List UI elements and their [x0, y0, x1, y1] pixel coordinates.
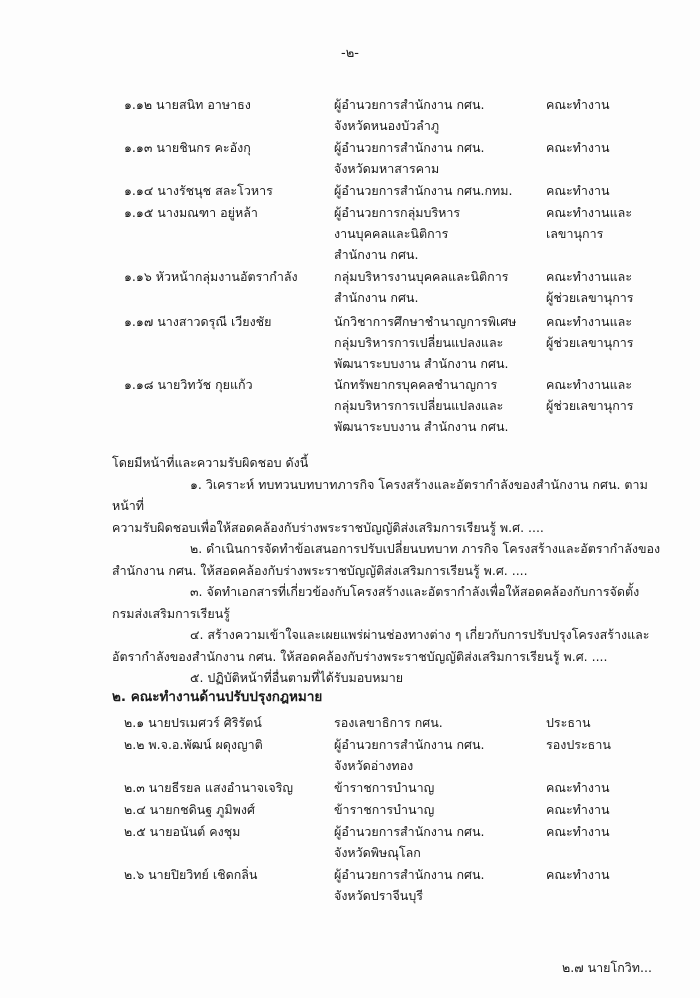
- member-role-line: รองประธาน: [546, 737, 611, 752]
- member-position-line: กลุ่มบริหารการเปลี่ยนแปลงและ: [334, 335, 504, 350]
- member-position-line: ผู้อำนวยการสำนักงาน กศน.: [334, 824, 485, 839]
- member-role: [546, 821, 610, 842]
- member-position-line: ข้าราชการบำนาญ: [334, 802, 435, 817]
- member-position: [334, 202, 534, 265]
- member-role-line: คณะทำงานและ: [546, 314, 633, 329]
- member-role: [546, 180, 610, 201]
- duty-line: กรมส่งเสริมการเรียนรู้: [112, 605, 230, 621]
- member-role: [546, 374, 634, 416]
- member-position: [334, 712, 534, 733]
- member-role: [546, 777, 610, 798]
- member-position-line: นักวิชาการศึกษาชำนาญการพิเศษ: [334, 314, 517, 329]
- member-role: [546, 94, 610, 115]
- member-position: [334, 777, 534, 798]
- member-position-line: งานบุคคลและนิติการ: [334, 226, 449, 241]
- member-name: ๑.๑๒ นายสนิท อาษาธง: [124, 97, 251, 112]
- member-position: [334, 137, 534, 179]
- member-position-line: ผู้อำนวยการสำนักงาน กศน.: [334, 737, 485, 752]
- duty-line: สำนักงาน กศน. ให้สอดคล้องกับร่างพระราชบัญญัติส่งเสริมการเรียนรู้ พ.ศ. ....: [112, 562, 528, 578]
- section-2-title: ๒. คณะทำงานด้านปรับปรุงกฎหมาย: [112, 689, 323, 705]
- member-position-line: ผู้อำนวยการสำนักงาน กศน.: [334, 140, 485, 155]
- member-role: [546, 202, 632, 244]
- member-position-line: จังหวัดหนองบัวลำภู: [334, 118, 440, 133]
- member-name: ๑.๑๗ นางสาวดรุณี เวียงชัย: [124, 314, 272, 329]
- member-name: ๒.๓ นายธีรยล แสงอำนาจเจริญ: [124, 780, 294, 795]
- duty-item: [112, 624, 672, 667]
- duty-item: [112, 474, 672, 539]
- member-role-line: ผู้ช่วยเลขานุการ: [546, 290, 634, 305]
- member-role-line: เลขานุการ: [546, 226, 604, 241]
- member-role-line: คณะทำงานและ: [546, 269, 633, 284]
- member-name: ๒.๒ พ.จ.อ.พัฒน์ ผดุงญาติ: [124, 737, 263, 752]
- member-role-line: ประธาน: [546, 715, 591, 730]
- member-role-line: คณะทำงาน: [546, 867, 610, 882]
- member-name: ๑.๑๘ นายวิทวัช กุยแก้ว: [124, 377, 253, 392]
- member-position-line: จังหวัดอ่างทอง: [334, 758, 414, 773]
- member-role: [546, 311, 634, 353]
- member-position: [334, 734, 534, 776]
- member-role-line: คณะทำงานและ: [546, 205, 633, 220]
- member-position-line: กลุ่มบริหารการเปลี่ยนแปลงและ: [334, 398, 504, 413]
- member-role-line: คณะทำงาน: [546, 140, 610, 155]
- member-position-line: ผู้อำนวยการสำนักงาน กศน.กทม.: [334, 183, 513, 198]
- member-name: ๒.๕ นายอนันต์ คงชุม: [124, 824, 241, 839]
- duty-line: ๔. สร้างความเข้าใจและเผยแพร่ผ่านช่องทางต่าง ๆ เกี่ยวกับการปรับปรุงโครงสร้างและ: [190, 627, 650, 642]
- member-position: [334, 266, 534, 308]
- member-position: [334, 374, 534, 437]
- member-position-line: จังหวัดพิษณุโลก: [334, 845, 421, 860]
- member-name: ๑.๑๖ หัวหน้ากลุ่มงานอัตรากำลัง: [124, 269, 298, 284]
- member-position-line: พัฒนาระบบงาน สำนักงาน กศน.: [334, 419, 509, 434]
- member-name: ๑.๑๓ นายชินกร คะอังกุ: [124, 140, 251, 155]
- member-name: ๑.๑๕ นางมณฑา อยู่หล้า: [124, 205, 258, 220]
- member-name: ๒.๖ นายปิยวิทย์ เชิดกลิ่น: [124, 867, 258, 882]
- duties-intro: โดยมีหน้าที่และความรับผิดชอบ ดังนี้: [112, 455, 309, 470]
- member-position-line: กลุ่มบริหารงานบุคคลและนิติการ: [334, 269, 509, 284]
- member-position: [334, 180, 534, 201]
- member-position-line: พัฒนาระบบงาน สำนักงาน กศน.: [334, 356, 509, 371]
- member-position-line: จังหวัดมหาสารคาม: [334, 161, 440, 176]
- duty-line: ๒. ดำเนินการจัดทำข้อเสนอการปรับเปลี่ยนบทบาท ภารกิจ โครงสร้างและอัตรากำลังของ: [190, 541, 661, 556]
- member-name: ๑.๑๔ นางรัชนุช สละโวหาร: [124, 183, 273, 198]
- member-role: [546, 712, 591, 733]
- member-name: ๒.๔ นายกชดินฐ ภูมิพงศ์: [124, 802, 255, 817]
- member-name: ๒.๑ นายปรเมศวร์ ศิริรัตน์: [124, 715, 262, 730]
- member-position-line: รองเลขาธิการ กศน.: [334, 715, 443, 730]
- member-role-line: คณะทำงาน: [546, 824, 610, 839]
- member-position: [334, 821, 534, 863]
- member-position: [334, 799, 534, 820]
- member-role-line: คณะทำงาน: [546, 802, 610, 817]
- member-position: [334, 94, 534, 136]
- member-role: [546, 734, 611, 755]
- member-role-line: คณะทำงานและ: [546, 377, 633, 392]
- duty-line: ๓. จัดทำเอกสารที่เกี่ยวข้องกับโครงสร้างและอัตรากำลังเพื่อให้สอดคล้องกับการจัดตั้ง: [190, 584, 640, 599]
- member-role: [546, 137, 610, 158]
- member-position-line: ผู้อำนวยการสำนักงาน กศน.: [334, 867, 485, 882]
- member-position-line: สำนักงาน กศน.: [334, 290, 419, 305]
- duty-line: ๕. ปฏิบัติหน้าที่อื่นตามที่ได้รับมอบหมาย: [190, 670, 404, 685]
- duty-item: [112, 538, 672, 581]
- page-number: -๒-: [341, 46, 359, 61]
- member-role-line: ผู้ช่วยเลขานุการ: [546, 398, 634, 413]
- duties-section: [112, 452, 672, 689]
- member-role-line: คณะทำงาน: [546, 183, 610, 198]
- duty-line: ความรับผิดชอบเพื่อให้สอดคล้องกับร่างพระราชบัญญัติส่งเสริมการเรียนรู้ พ.ศ. ....: [112, 519, 544, 535]
- member-role: [546, 864, 610, 885]
- member-position-line: นักทรัพยากรบุคคลชำนาญการ: [334, 377, 498, 392]
- member-position-line: ผู้อำนวยการสำนักงาน กศน.: [334, 97, 485, 112]
- duties-list: [112, 474, 672, 689]
- member-position-line: ผู้อำนวยการกลุ่มบริหาร: [334, 205, 461, 220]
- duty-line: ๑. วิเคราะห์ ทบทวนบทบาทภารกิจ โครงสร้างและอัตรากำลังของสำนักงาน กศน. ตามหน้าที่: [112, 476, 648, 513]
- member-position: [334, 311, 534, 374]
- duty-line: อัตรากำลังของสำนักงาน กศน. ให้สอดคล้องกับร่างพระราชบัญญัติส่งเสริมการเรียนรู้ พ.ศ. ....: [112, 648, 608, 664]
- member-role-line: คณะทำงาน: [546, 97, 610, 112]
- member-role-line: คณะทำงาน: [546, 780, 610, 795]
- member-position-line: จังหวัดปราจีนบุรี: [334, 888, 423, 903]
- member-role: [546, 799, 610, 820]
- member-position-line: สำนักงาน กศน.: [334, 247, 419, 262]
- member-role: [546, 266, 634, 308]
- member-position: [334, 864, 534, 906]
- member-position-line: ข้าราชการบำนาญ: [334, 780, 435, 795]
- duty-item: [112, 581, 672, 624]
- member-role-line: ผู้ช่วยเลขานุการ: [546, 335, 634, 350]
- continuation-text: ๒.๗ นายโกวิท...: [562, 960, 652, 975]
